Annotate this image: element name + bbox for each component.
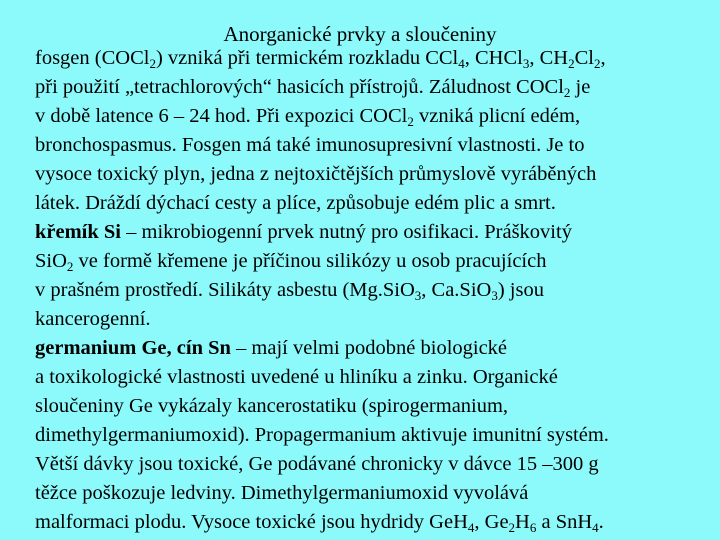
slide-body (35, 44, 719, 537)
text-line: vysoce toxický plyn, jedna z nejtoxičtějších průmyslově vyráběných (35, 163, 597, 185)
text-line: dimethylgermaniumoxid). Propagermanium aktivuje imunitní systém. (35, 424, 609, 446)
text-line: germanium Ge, cín Sn – mají velmi podobné biologické (35, 337, 508, 359)
text-line: sloučeniny Ge vykázaly kancerostatiku (spirogermanium, (35, 395, 509, 417)
text-line: SiO$_2$ ve formě křemene je příčinou silikózy u osob pracujících (35, 250, 547, 274)
text-line: v době latence 6 – 24 hod. Při expozici COCl$_2$ vzniká plicní edém, (35, 105, 581, 129)
text-line: látek. Dráždí dýchací cesty a plíce, způsobuje edém plic a smrt. (35, 192, 556, 214)
text-line: křemík Si – mikrobiogenní prvek nutný pro osifikaci. Práškovitý (35, 221, 572, 243)
text-line: při použití „tetrachlorových“ hasicích přístrojů. Záludnost COCl$_2$ je (35, 76, 591, 100)
text-line: fosgen (COCl$_2$) vzniká při termickém rozkladu CCl$_4$, CHCl$_3$, $CH_2Cl_2$, (35, 47, 606, 71)
text-line: těžce poškozuje ledviny. Dimethylgermaniumoxid vyvolává (35, 482, 529, 504)
text-line: a toxikologické vlastnosti uvedené u hliníku a zinku. Organické (35, 366, 558, 388)
text-line: kancerogenní. (35, 308, 151, 330)
text-line: bronchospasmus. Fosgen má také imunosupresivní vlastnosti. Je to (35, 134, 585, 156)
text-line: malformaci plodu. Vysoce toxické jsou hydridy GeH$_4$, $Ge_2H_6$ a SnH$_4$. (35, 511, 604, 535)
text-line: v prašném prostředí. Silikáty asbestu (Mg.SiO$_3$, Ca.SiO$_3$) jsou (35, 279, 544, 303)
term-label: germanium Ge, cín Sn (35, 337, 231, 359)
text-line: Větší dávky jsou toxické, Ge podávané chronicky v dávce 15 –300 g (35, 453, 599, 475)
term-label: křemík Si (35, 221, 121, 243)
slide-title: Anorganické prvky a sloučeniny (223, 22, 497, 46)
